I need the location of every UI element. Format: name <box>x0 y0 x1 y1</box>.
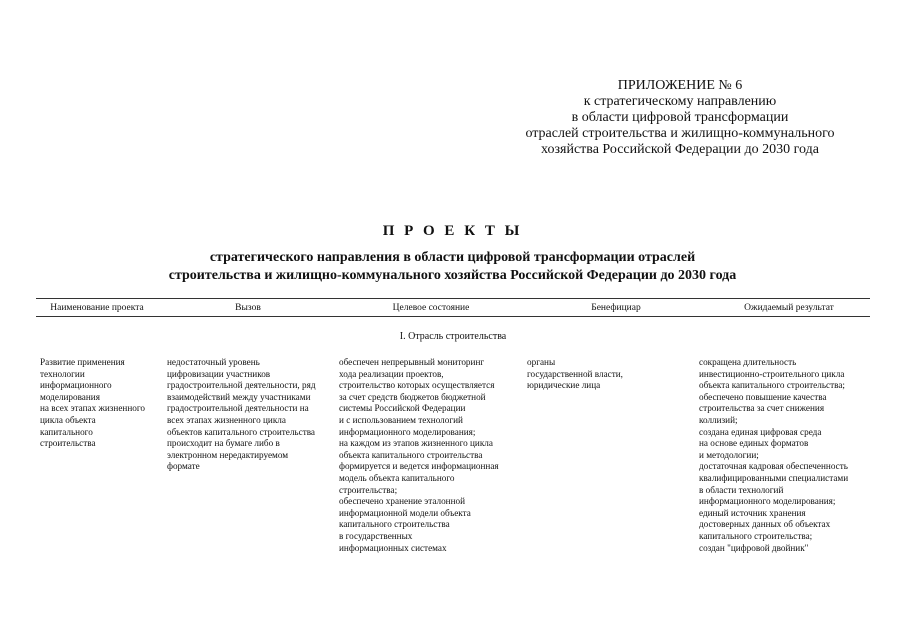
cell-challenge <box>167 357 316 473</box>
cell-line: капитального строительства; <box>699 530 813 541</box>
cell-line: цифровизации участников <box>167 368 271 379</box>
section-heading: I. Отрасль строительства <box>399 331 507 342</box>
cell-beneficiary <box>527 357 623 392</box>
cell-line: квалифицированными специалистами <box>699 472 849 483</box>
cell-line: Развитие применения <box>40 357 125 367</box>
cell-line: модель объекта капитального <box>339 472 455 483</box>
cell-line: информационного моделирования; <box>339 426 476 437</box>
cell-line: недостаточный уровень <box>167 357 260 367</box>
cell-line: на каждом из этапов жизненного цикла <box>339 438 493 449</box>
document-title: П Р О Е К Т Ы <box>382 223 523 239</box>
appendix-line: к стратегическому направлению <box>583 94 777 109</box>
subtitle-line: стратегического направления в области цифровой трансформации отраслей <box>209 250 696 265</box>
subtitle-line: строительства и жилищно-коммунального хозяйства Российской Федерации до 2030 года <box>168 268 737 283</box>
cell-line: всех этапах жизненного цикла <box>167 414 286 425</box>
cell-line: градостроительной деятельности, ряд <box>167 380 316 391</box>
cell-line: формируется и ведется информационная <box>339 461 499 472</box>
cell-line: строительства за счет снижения <box>699 403 825 414</box>
header-beneficiary: Бенефициар <box>591 303 641 313</box>
cell-line: обеспечено хранение эталонной <box>339 496 466 507</box>
cell-line: объекта капитального строительства; <box>699 380 845 391</box>
cell-line: обеспечено повышение качества <box>699 391 827 402</box>
cell-line: объекта капитального строительства <box>339 449 483 460</box>
cell-line: достаточная кадровая обеспеченность <box>699 461 848 472</box>
appendix-block <box>470 78 890 158</box>
cell-line: коллизий; <box>699 414 738 425</box>
cell-line: взаимодействий между участниками <box>167 391 311 402</box>
cell-line: происходит на бумаге либо в <box>167 438 280 449</box>
appendix-line: отраслей строительства и жилищно-коммунального <box>525 126 835 141</box>
cell-line: за счет средств бюджетов бюджетной <box>339 391 486 402</box>
cell-line: информационного <box>40 380 112 391</box>
cell-line: инвестиционно-строительного цикла <box>699 368 845 379</box>
cell-line: информационной модели объекта <box>339 507 471 518</box>
cell-line: на всех этапах жизненного <box>40 403 145 414</box>
appendix-line: в области цифровой трансформации <box>571 110 789 125</box>
cell-line: юридические лица <box>527 380 601 391</box>
cell-line: хода реализации проектов, <box>339 368 444 379</box>
table-header-row <box>36 300 870 316</box>
cell-line: информационного моделирования; <box>699 496 836 507</box>
header-expected-result: Ожидаемый результат <box>744 303 834 313</box>
cell-line: капитального <box>40 426 93 437</box>
cell-line: строительство которых осуществляется <box>339 380 495 391</box>
document-subtitle <box>0 249 905 285</box>
cell-line: строительства; <box>339 484 398 495</box>
header-target-state: Целевое состояние <box>392 303 470 313</box>
cell-line: технологии <box>40 368 85 379</box>
cell-line: государственной власти, <box>527 368 623 379</box>
cell-line: цикла объекта <box>40 414 96 425</box>
cell-line: и методологии; <box>699 449 759 460</box>
cell-line: и с использованием технологий <box>339 414 463 425</box>
appendix-line: хозяйства Российской Федерации до 2030 года <box>541 142 819 157</box>
cell-line: формате <box>167 461 200 472</box>
cell-line: градостроительной деятельности на <box>167 403 309 414</box>
header-challenge: Вызов <box>235 303 261 313</box>
cell-project-name <box>40 357 145 450</box>
cell-line: на основе единых форматов <box>699 438 809 449</box>
table-header-rule <box>36 316 870 317</box>
cell-line: в области технологий <box>699 484 784 495</box>
cell-line: обеспечен непрерывный мониторинг <box>339 357 485 367</box>
cell-line: единый источник хранения <box>699 507 806 518</box>
header-project-name: Наименование проекта <box>50 303 144 313</box>
cell-line: объектов капитального строительства <box>167 426 316 437</box>
cell-line: информационных системах <box>339 542 447 553</box>
cell-line: моделирования <box>40 391 100 402</box>
appendix-number: ПРИЛОЖЕНИЕ № 6 <box>617 78 743 93</box>
cell-line: электронном нередактируемом <box>167 449 289 460</box>
cell-line: строительства <box>40 438 96 449</box>
cell-line: создан "цифровой двойник" <box>699 542 809 553</box>
cell-line: создана единая цифровая среда <box>699 426 822 437</box>
cell-line: капитального строительства <box>339 519 450 530</box>
cell-target-state <box>339 357 499 554</box>
cell-line: органы <box>527 357 556 367</box>
cell-line: сокращена длительность <box>699 357 797 367</box>
cell-expected-result <box>699 357 848 554</box>
cell-line: в государственных <box>339 530 413 541</box>
cell-line: системы Российской Федерации <box>339 403 466 414</box>
table-top-rule <box>36 298 870 299</box>
cell-line: достоверных данных об объектах <box>699 519 831 530</box>
